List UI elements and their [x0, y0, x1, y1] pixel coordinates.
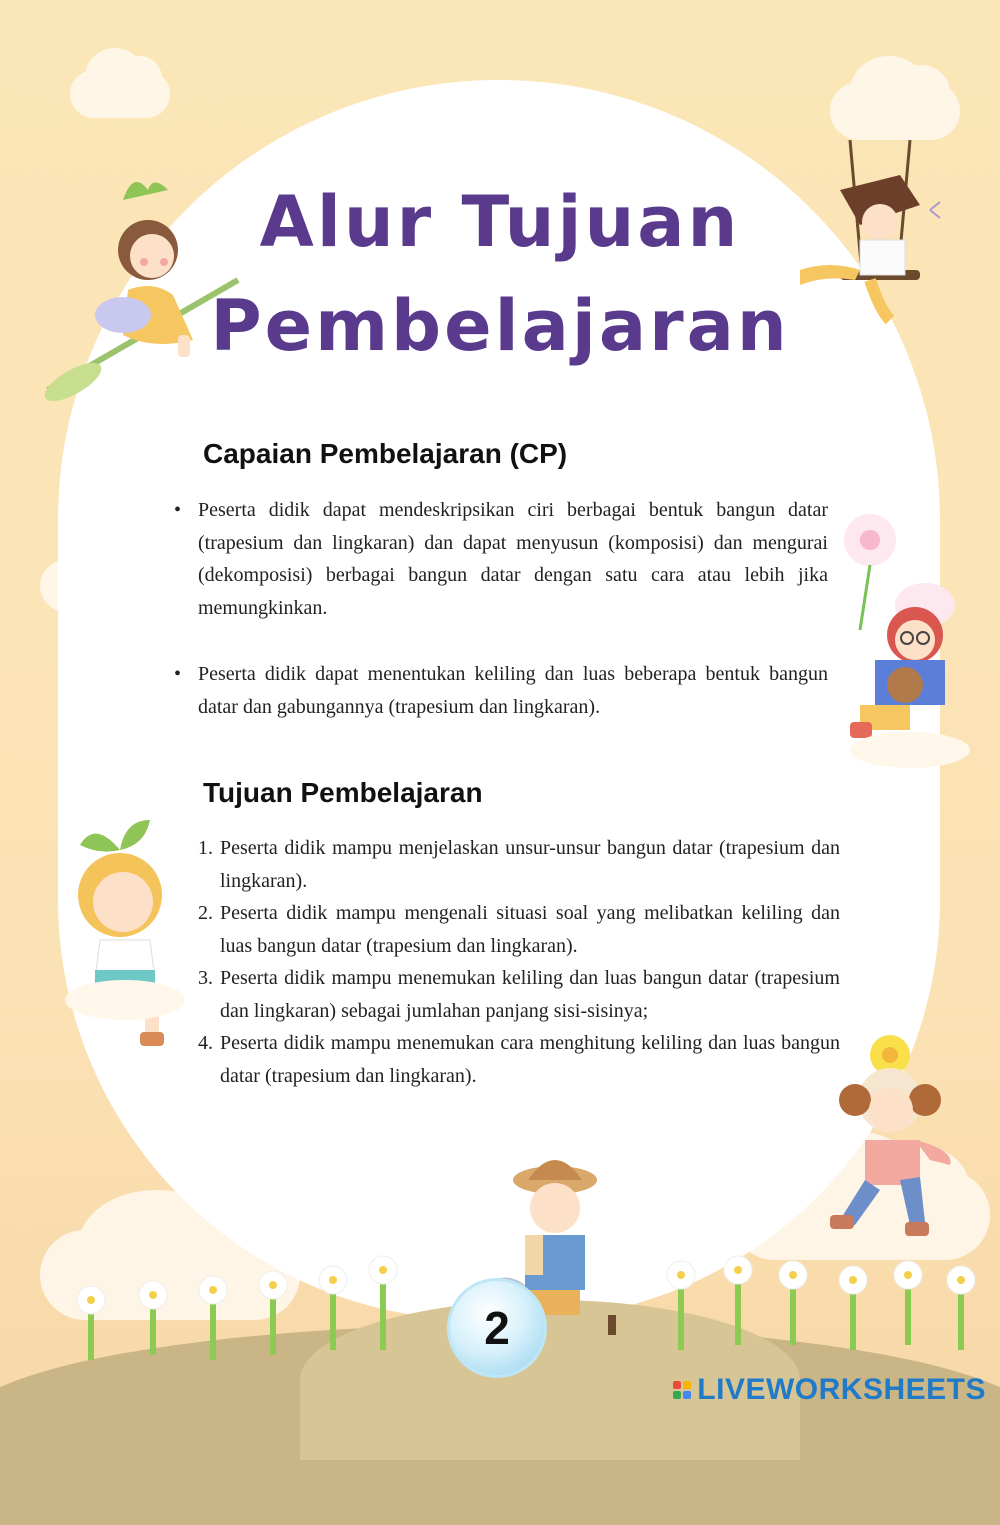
liveworksheets-watermark — [673, 1372, 986, 1408]
title-line-1: Alur Tujuan — [259, 181, 741, 263]
tp-item-number: 1. — [198, 837, 213, 859]
watermark-text: LIVEWORKSHEETS — [697, 1373, 986, 1406]
cp-item-2: • Peserta didik dapat menentukan keliling dan luas beberapa bentuk bangun datar dan gabungannya (trapesium dan lingkaran). — [172, 658, 828, 723]
tp-item-4 — [198, 1027, 840, 1092]
title-line-2: Pembelajaran — [210, 285, 790, 367]
boy-on-swing-illustration — [780, 140, 980, 330]
tp-item-text: Peserta didik mampu mengenali situasi soal yang melibatkan keliling dan luas bangun datar (trapesium dan lingkaran). — [220, 902, 840, 957]
tp-item-text: Peserta didik mampu menemukan cara menghitung keliling dan luas bangun datar (trapesium dan lingkaran). — [220, 1032, 840, 1087]
tp-item-number: 4. — [198, 1032, 213, 1054]
page-number-badge: 2 — [447, 1278, 547, 1378]
cp-list — [172, 494, 828, 757]
tp-item-2 — [198, 897, 840, 962]
page-title — [210, 170, 790, 378]
flowers-right-illustration — [650, 1240, 990, 1360]
tp-item-number: 3. — [198, 967, 213, 989]
cloud-decoration — [70, 70, 170, 118]
tp-item-1 — [198, 832, 840, 897]
tp-item-text: Peserta didik mampu menjelaskan unsur-unsur bangun datar (trapesium dan lingkaran). — [220, 837, 840, 892]
cp-item-1: • Peserta didik dapat mendeskripsikan ciri berbagai bentuk bangun datar (trapesium dan lingkaran) dan dapat menyusun (komposisi) dan mengurai (dekomposisi) berbagai bangun datar dengan satu cara atau lebih jika memungkinkan. — [172, 494, 828, 624]
tp-item-number: 2. — [198, 902, 213, 924]
flowers-left-illustration — [60, 1240, 400, 1370]
cp-heading: Capaian Pembelajaran (CP) — [203, 438, 568, 469]
cloud-decoration — [830, 82, 960, 140]
tp-heading: Tujuan Pembelajaran — [203, 777, 483, 808]
liveworksheets-logo-icon — [673, 1381, 691, 1399]
girl-with-teddy-illustration — [830, 510, 980, 780]
girl-with-sprout-illustration — [55, 810, 195, 1060]
tp-list — [198, 832, 840, 1092]
tp-item-3 — [198, 962, 840, 1027]
tp-item-text: Peserta didik mampu menemukan keliling dan luas bangun datar (trapesium dan lingkaran) sebagai jumlahan panjang sisi-sisinya; — [220, 967, 840, 1022]
